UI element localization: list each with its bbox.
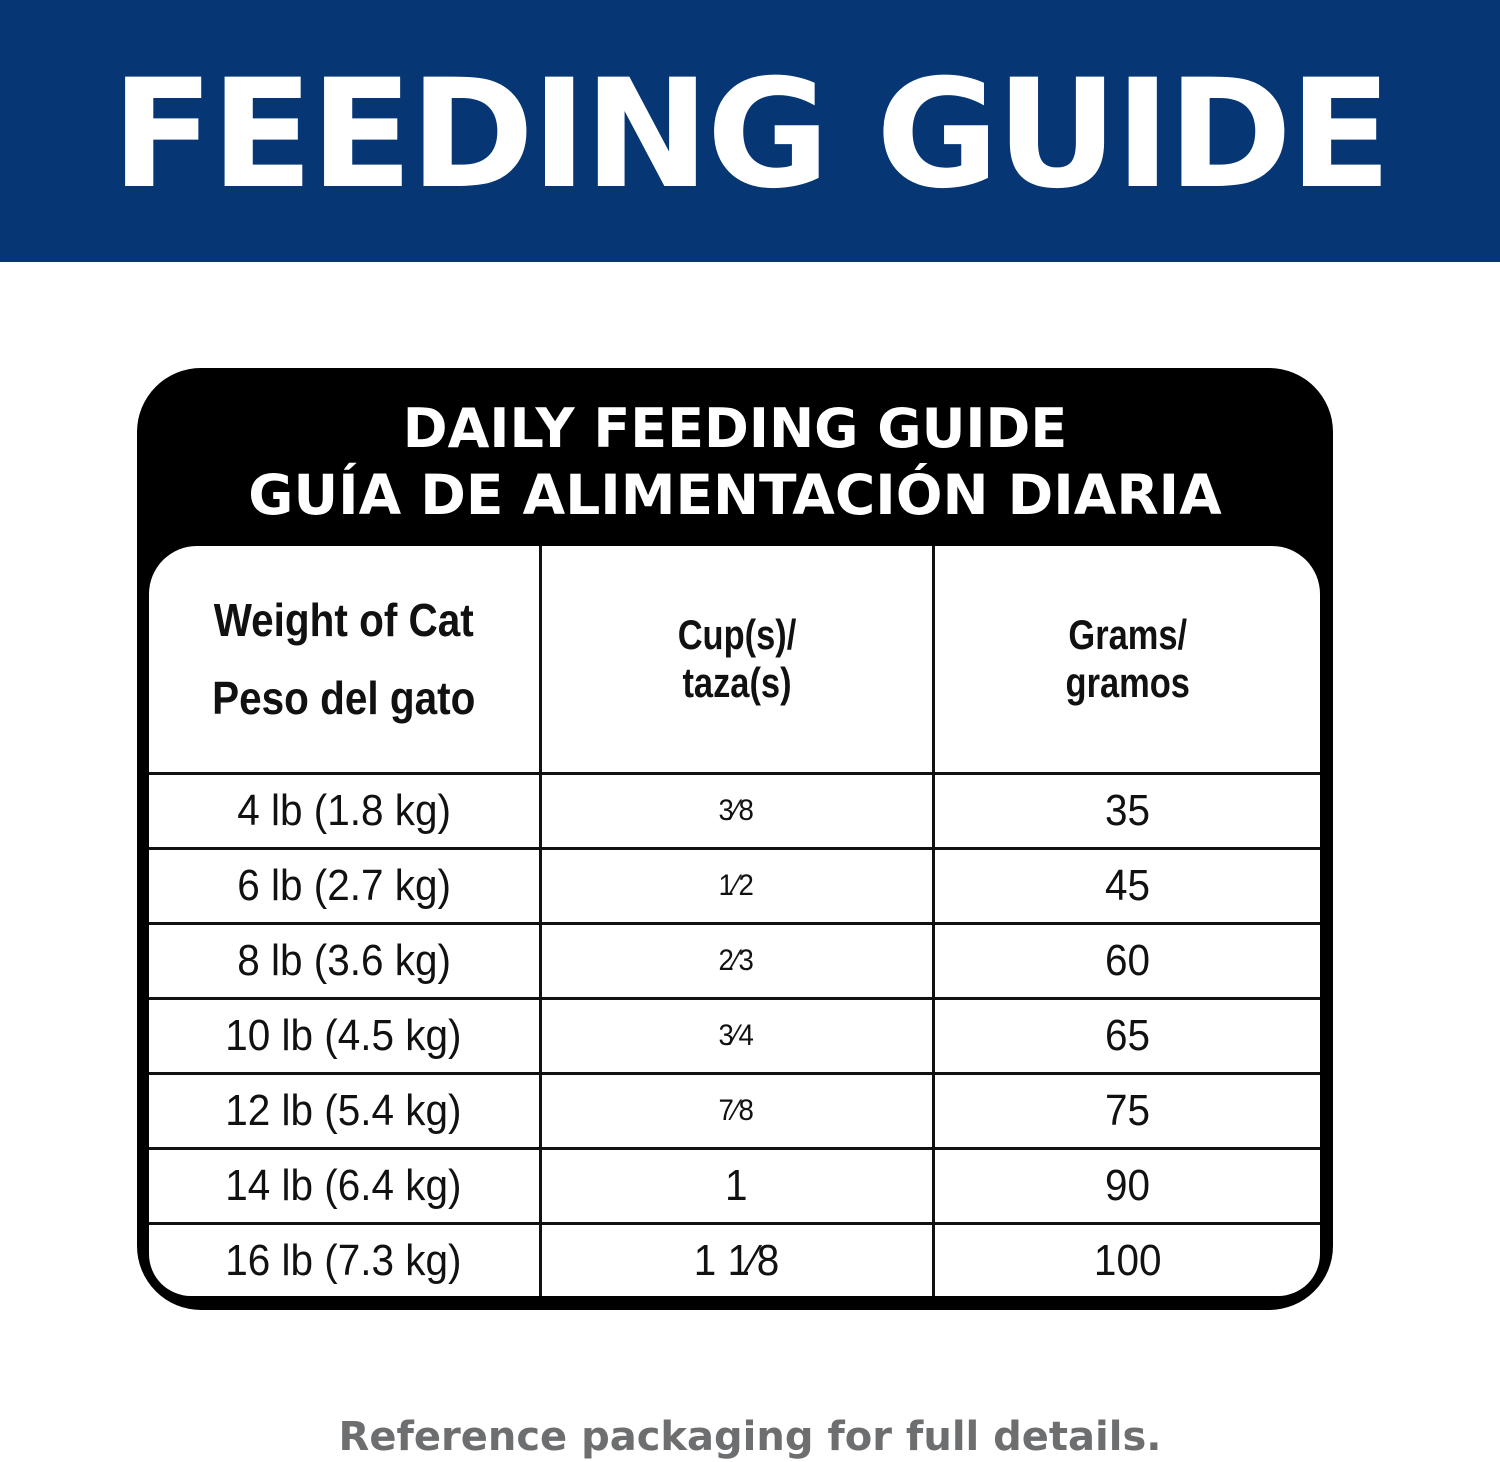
grams-value: 60 — [1104, 936, 1150, 985]
weight-value: 10 lb (4.5 kg) — [225, 1011, 462, 1060]
cups-value: 2⁄3 — [718, 944, 755, 977]
weight-cell — [149, 999, 540, 1074]
weight-cell — [149, 924, 540, 999]
weight-cell — [149, 1149, 540, 1224]
header-weight-english: Weight of Cat — [213, 594, 474, 646]
weight-cell — [149, 1224, 540, 1297]
grams-value: 75 — [1104, 1086, 1150, 1135]
feeding-table — [149, 546, 1320, 1296]
cups-cell — [540, 1224, 933, 1297]
feeding-table-container — [149, 546, 1320, 1296]
table-row — [149, 1149, 1320, 1224]
card-title — [137, 396, 1333, 528]
weight-cell — [149, 1074, 540, 1149]
grams-cell — [933, 774, 1320, 849]
weight-cell — [149, 849, 540, 924]
grams-value: 65 — [1104, 1011, 1150, 1060]
header-banner — [0, 0, 1500, 262]
cups-value: 3⁄4 — [718, 1019, 755, 1052]
grams-value: 45 — [1104, 861, 1150, 910]
header-cups-english: Cup(s)/ — [677, 611, 796, 658]
weight-value: 16 lb (7.3 kg) — [225, 1236, 462, 1285]
cups-cell — [540, 849, 933, 924]
cups-value: 1⁄2 — [718, 869, 755, 902]
header-weight — [149, 546, 540, 774]
weight-value: 4 lb (1.8 kg) — [236, 786, 451, 835]
weight-value: 12 lb (5.4 kg) — [225, 1086, 462, 1135]
card-title-spanish: GUÍA DE ALIMENTACIÓN DIARIA — [248, 463, 1222, 527]
page-title: FEEDING GUIDE — [111, 48, 1389, 222]
grams-cell — [933, 1074, 1320, 1149]
grams-cell — [933, 924, 1320, 999]
cups-cell — [540, 774, 933, 849]
cups-cell — [540, 1149, 933, 1224]
cups-value: 7⁄8 — [718, 1094, 755, 1127]
header-grams — [933, 546, 1320, 774]
cups-cell — [540, 1074, 933, 1149]
cups-cell — [540, 924, 933, 999]
footnote: Reference packaging for full details. — [338, 1414, 1162, 1460]
cups-value: 1 — [725, 1161, 748, 1210]
grams-value: 90 — [1104, 1161, 1150, 1210]
header-cups-spanish: taza(s) — [681, 659, 792, 706]
cups-value: 3⁄8 — [718, 794, 755, 827]
table-row — [149, 924, 1320, 999]
table-row — [149, 1224, 1320, 1297]
grams-cell — [933, 1149, 1320, 1224]
weight-value: 14 lb (6.4 kg) — [225, 1161, 462, 1210]
grams-cell — [933, 1224, 1320, 1297]
table-row — [149, 1074, 1320, 1149]
weight-cell — [149, 774, 540, 849]
feeding-guide-card — [137, 368, 1333, 1310]
grams-cell — [933, 849, 1320, 924]
table-row — [149, 999, 1320, 1074]
cups-cell — [540, 999, 933, 1074]
weight-value: 8 lb (3.6 kg) — [236, 936, 451, 985]
table-row — [149, 849, 1320, 924]
header-grams-spanish: gramos — [1065, 659, 1190, 706]
grams-cell — [933, 999, 1320, 1074]
table-header-row — [149, 546, 1320, 774]
cups-value: 1 1⁄8 — [693, 1236, 780, 1285]
header-grams-english: Grams/ — [1067, 611, 1187, 658]
weight-value: 6 lb (2.7 kg) — [236, 861, 451, 910]
grams-value: 100 — [1093, 1236, 1162, 1285]
table-row — [149, 774, 1320, 849]
header-weight-spanish: Peso del gato — [212, 672, 476, 724]
card-title-english: DAILY FEEDING GUIDE — [402, 397, 1068, 460]
grams-value: 35 — [1104, 786, 1150, 835]
header-cups — [540, 546, 933, 774]
